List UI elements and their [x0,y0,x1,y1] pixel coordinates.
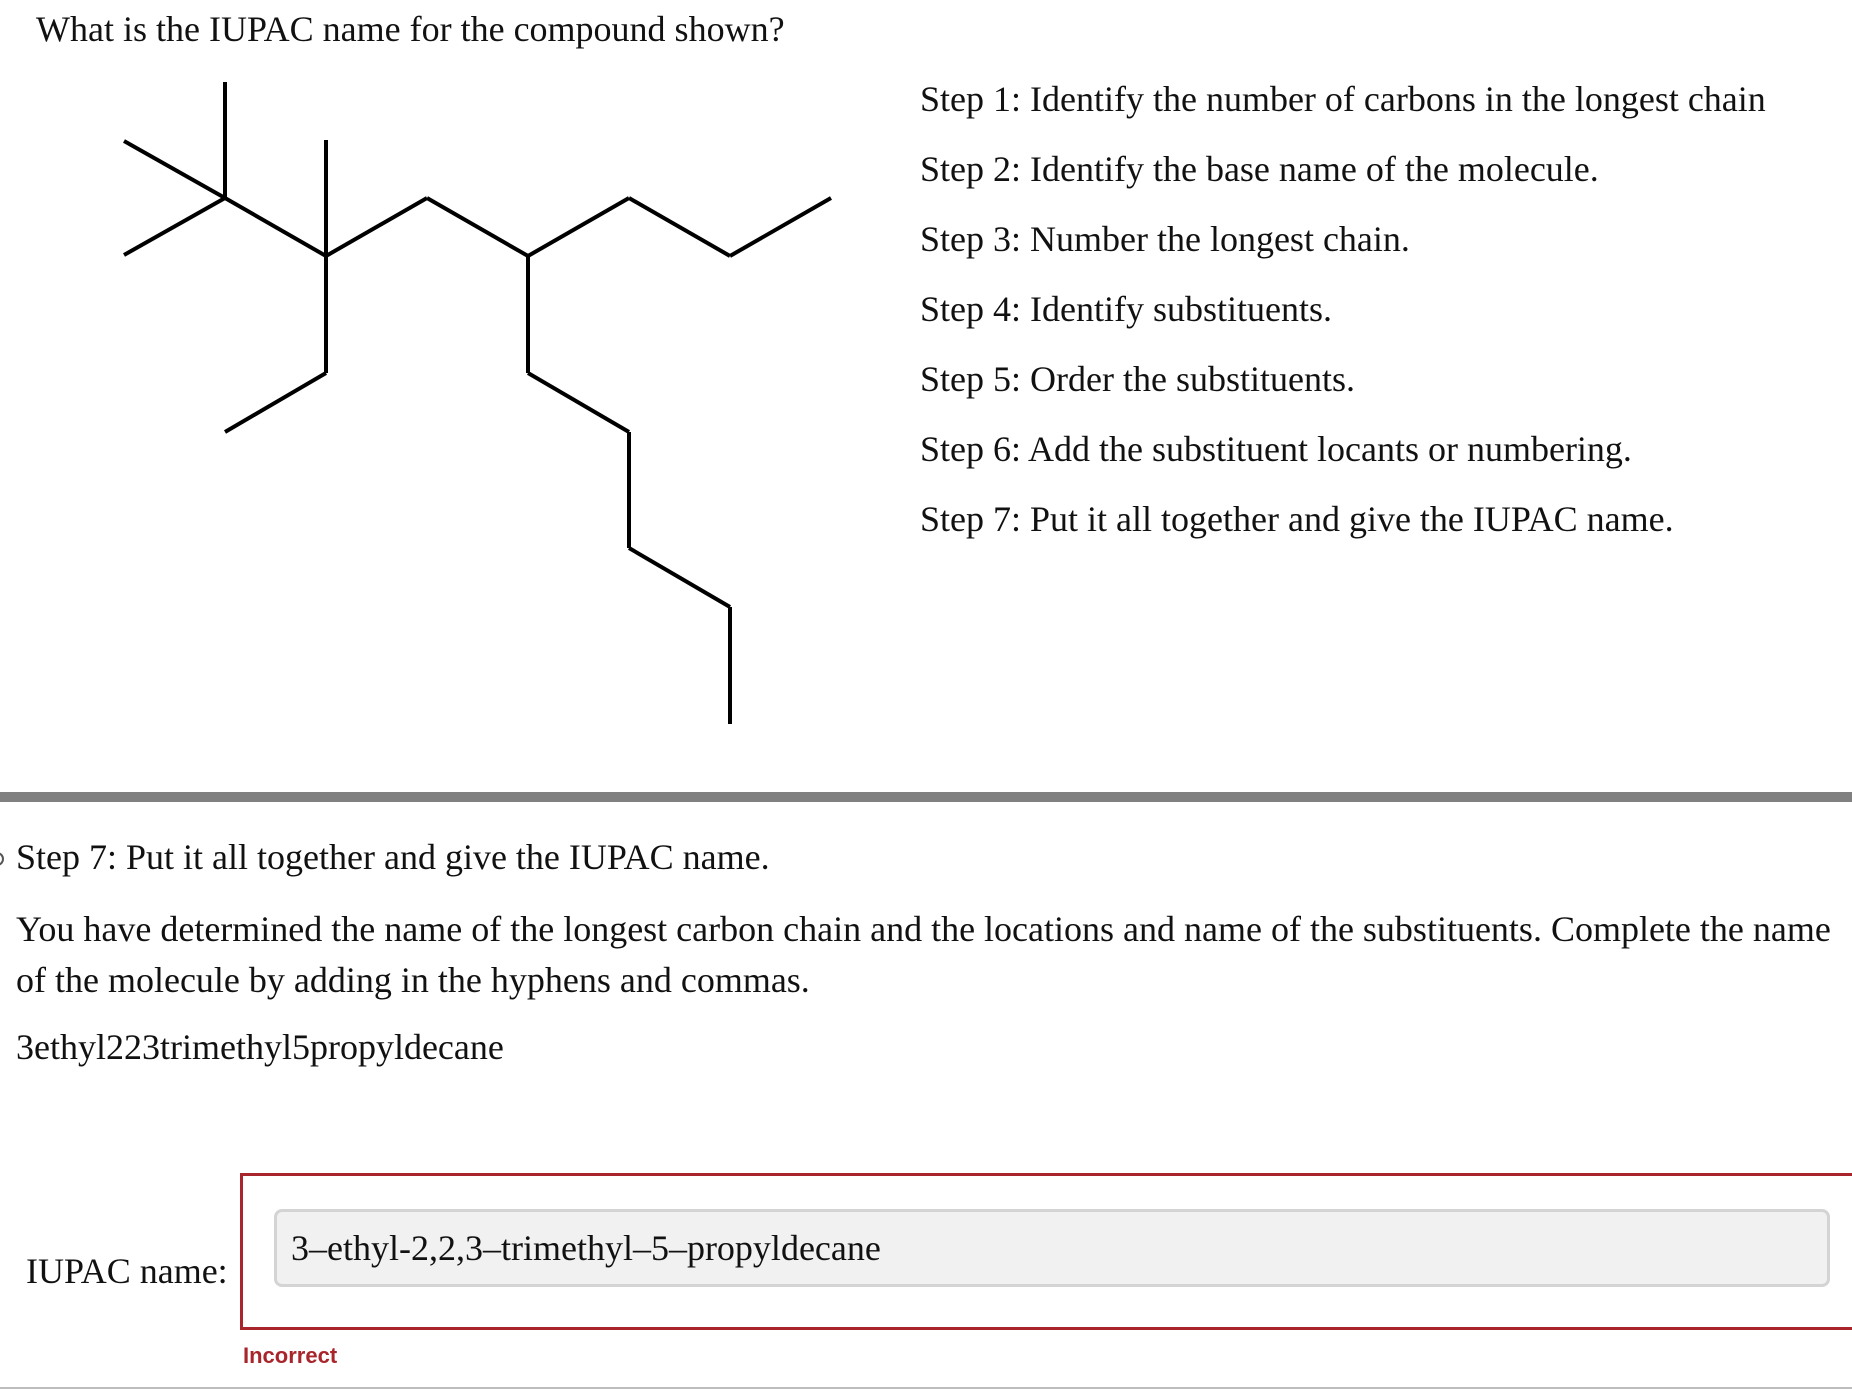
bond [124,198,225,255]
step-item: Step 6: Add the substituent locants or numbering. [920,429,1632,469]
unpunctuated-name: 3ethyl223trimethyl5propyldecane [16,1027,504,1067]
step-instructions: You have determined the name of the longest carbon chain and the locations and name of the substituents. Complete the name of the molecule by adding in the hyphens and commas. [16,909,1831,1000]
bond [730,198,831,256]
bond [225,198,326,256]
steps-list [920,76,1766,566]
bond [225,373,326,432]
bond [427,198,528,256]
bond [528,373,629,432]
current-step-heading: Step 7: Put it all together and give the IUPAC name. [16,837,770,877]
bond [124,141,225,198]
step-item: Step 1: Identify the number of carbons in the longest chain [920,79,1766,119]
bottom-divider [0,1387,1852,1389]
bond [528,198,629,256]
bond [326,198,427,256]
bond [629,548,730,607]
iupac-name-input[interactable] [274,1209,1830,1287]
step-item: Step 7: Put it all together and give the IUPAC name. [920,499,1674,539]
step-item: Step 5: Order the substituents. [920,359,1355,399]
feedback-status: Incorrect [243,1343,338,1368]
answer-label: IUPAC name: [26,1251,228,1291]
section-divider [0,792,1852,802]
step-item: Step 3: Number the longest chain. [920,219,1410,259]
question-title: What is the IUPAC name for the compound shown? [36,9,785,49]
step-item: Step 4: Identify substituents. [920,289,1332,329]
collapse-chevron-icon[interactable] [0,852,4,866]
step-item: Step 2: Identify the base name of the molecule. [920,149,1599,189]
molecule-structure [0,0,880,740]
bond [629,198,730,256]
